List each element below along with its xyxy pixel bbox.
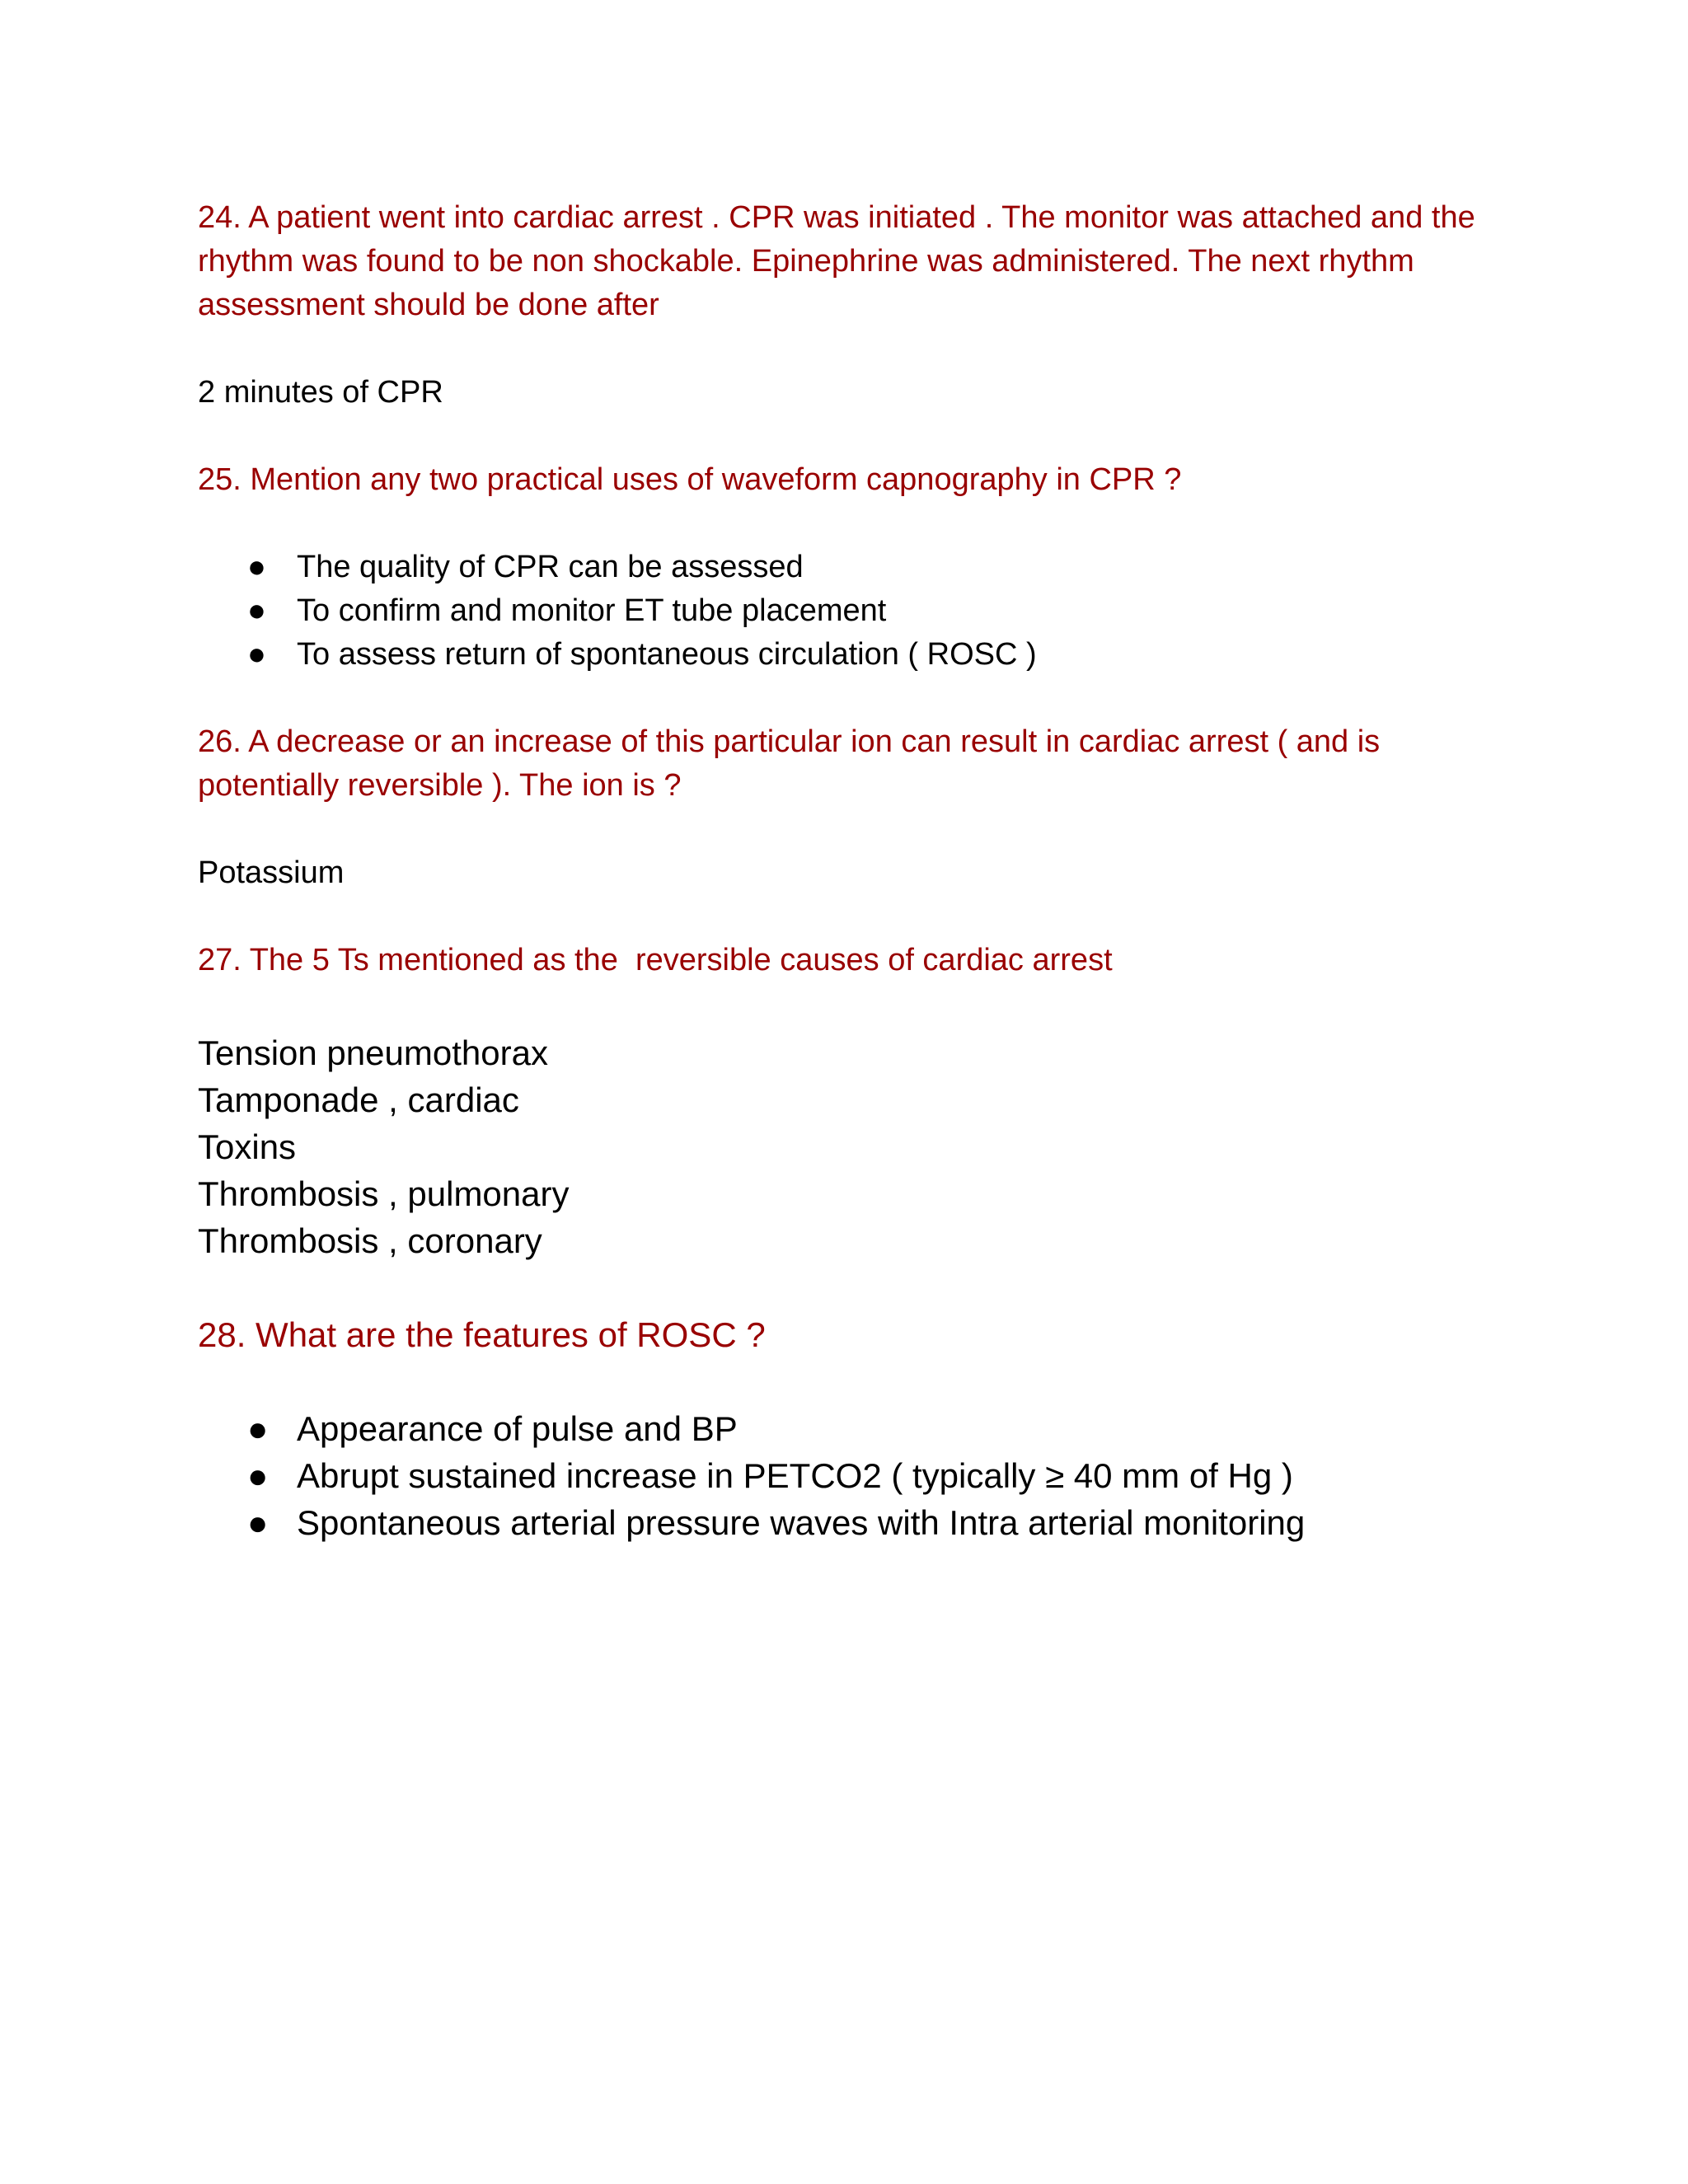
question-24: 24. A patient went into cardiac arrest . CPR was initiated . The monitor was attached and the rhythm was found to be non shockable. Epinephrine was administered. The next rhythm assessment should be done after [198,200,1484,322]
bullet-icon: ● [247,593,266,628]
question-25: 25. Mention any two practical uses of waveform capnography in CPR ? [198,462,1182,497]
bullet-icon: ● [247,550,266,584]
list-item: Thrombosis , coronary [198,1221,542,1260]
bullet-icon: ● [247,1456,269,1495]
answer-28-list [198,1405,1517,1546]
bullet-icon: ● [247,1503,269,1542]
answer-24: 2 minutes of CPR [198,375,443,410]
list-item: ● To confirm and monitor ET tube placement [198,589,1517,633]
document-content [198,196,1517,1546]
list-item: ● Abrupt sustained increase in PETCO2 ( typically ≥ 40 mm of Hg ) [198,1452,1517,1499]
list-item: ● Appearance of pulse and BP [198,1405,1517,1452]
answer-27-lines [198,1029,1517,1264]
list-item: ● To assess return of spontaneous circulation ( ROSC ) [198,633,1517,677]
list-item: Thrombosis , pulmonary [198,1174,570,1213]
list-item: Tamponade , cardiac [198,1080,519,1119]
answer-25-list [198,546,1517,677]
question-27: 27. The 5 Ts mentioned as the reversible causes of cardiac arrest [198,943,1113,977]
list-item: ● Spontaneous arterial pressure waves with Intra arterial monitoring [198,1499,1517,1546]
list-item: Toxins [198,1127,297,1166]
bullet-icon: ● [247,637,266,672]
bullet-icon: ● [247,1409,269,1448]
list-item: Tension pneumothorax [198,1033,548,1072]
question-26: 26. A decrease or an increase of this particular ion can result in cardiac arrest ( and is potentially reversible ). The ion is ? [198,724,1389,803]
question-28: 28. What are the features of ROSC ? [198,1315,766,1354]
list-item: ● The quality of CPR can be assessed [198,546,1517,589]
answer-26: Potassium [198,855,345,890]
